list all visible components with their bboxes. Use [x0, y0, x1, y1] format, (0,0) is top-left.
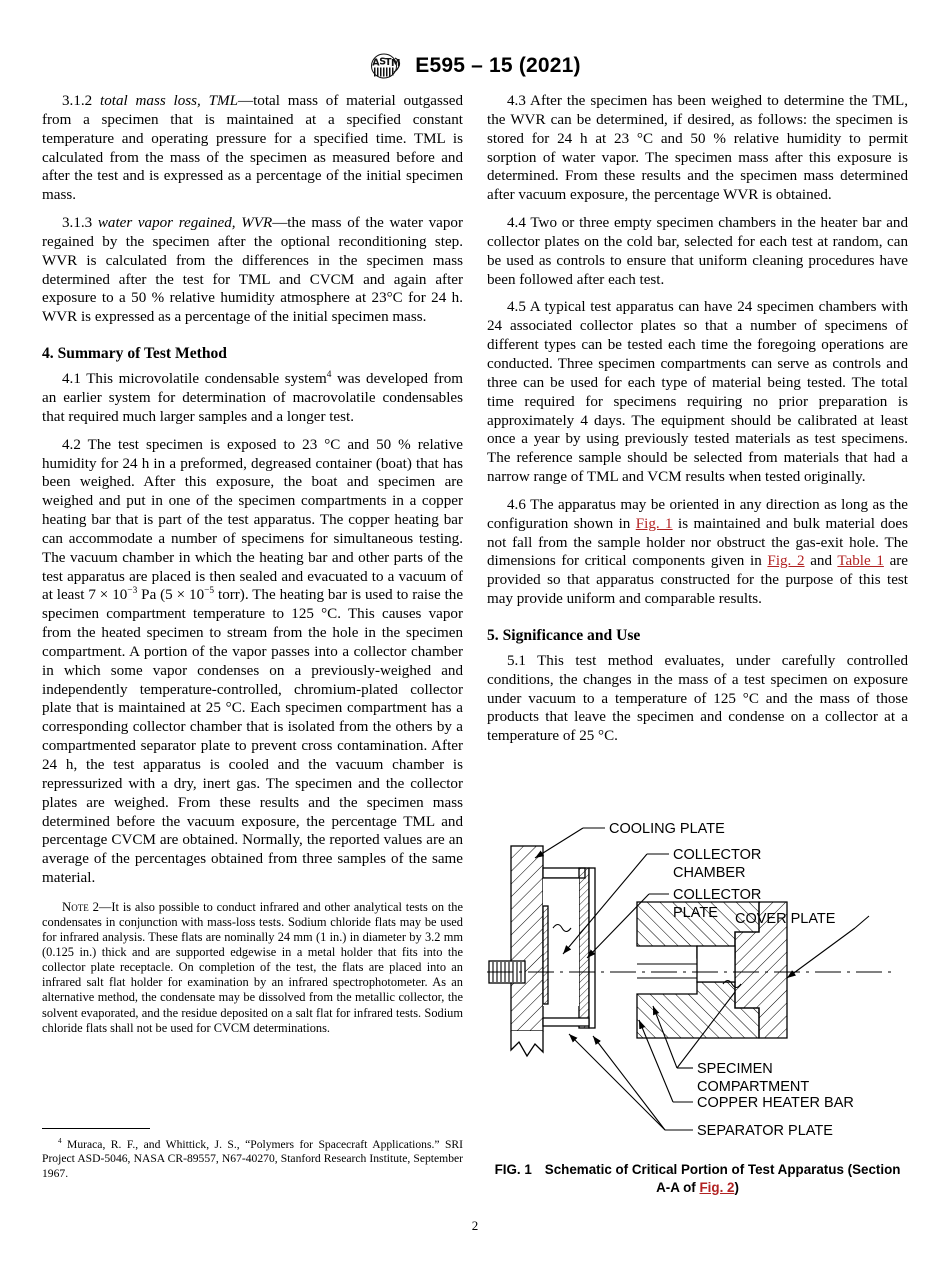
figure-label-collector-plate-line1: COLLECTOR	[673, 887, 762, 903]
figure-number: FIG. 1	[494, 1162, 532, 1177]
footnote-area	[42, 1128, 463, 1181]
page-header	[0, 48, 950, 84]
paragraph-3-1-2	[42, 92, 463, 205]
scientific-value-pa: $7 \times 10^{-3}$	[88, 586, 138, 604]
standard-designation: E595 – 15 (2021)	[415, 54, 581, 77]
paragraph-4-5	[487, 298, 908, 486]
para-body: This test method evaluates, under carefully controlled conditions, the changes in the mass of a test specimen on exposure under vacuum to a temperature of 125 °C and the mass of those products that leave the specimen and condense on a collector at a temperature of 25 °C.	[487, 652, 908, 745]
note-2-block	[42, 900, 463, 1036]
figure-caption-close: )	[734, 1179, 739, 1195]
para-number: 4.2	[62, 436, 81, 453]
paragraph-4-6	[487, 496, 908, 609]
figure-label-cooling-plate: COOLING PLATE	[609, 821, 725, 837]
svg-text:A: A	[372, 57, 380, 69]
footnote-number: 4	[58, 1137, 62, 1146]
figure-label-specimen-line2: COMPARTMENT	[697, 1079, 810, 1095]
figure-label-cover-plate: COVER PLATE	[735, 911, 836, 927]
para-body: The apparatus may be oriented in any direction as long as the configuration shown in	[487, 496, 908, 532]
note-body: —It is also possible to conduct infrared and other analytical tests on the condensates in conjunction with mass-loss tests. Sodium chloride flats may be used for infrared analysis. These flats are nominally 24 mm (1 in.) in diameter by 3.2 mm (0.125 in.) thick and are supported edgewise in a metal holder that fits into the collector plate receptacle. On completion of the test, the flats are placed into an infrared salt flat holder for examination by an infrared spectrophotometer. As an alternative method, the condensate may be dissolved from the metallic collector, the solvent evaporated, and the residue deposited on a salt flat for infrared tests. Sodium chloride flats shall not be used for CVCM determinations.	[42, 899, 463, 1035]
para-body-cont: torr). The heating bar is used to raise the specimen compartment temperature to 125 °C. This causes vapor from the heated specimen to stream from the hole in the specimen compartment. A portion of the vapor passes into a collector chamber in which some vapor condenses on a previously-weighed and independently temperature-controlled, chromium-plated collector plate that is maintained at 25 °C. Each specimen compartment has a corresponding collector chamber that is isolated from the others by a compartmented separator plate to prevent cross contamination. After 24 h, the test apparatus is cooled and the vacuum chamber is repressurized with a dry, inert gas. The specimen and the collector plates are weighed. From these results and the specimen mass determined before the vacuum exposure, the percentage TML and percentage CVCM are obtained. Normally, the reported values are an average of the percentages obtained from three samples of the same material.	[42, 587, 464, 887]
para-number: 3.1.2	[62, 93, 93, 109]
left-column	[42, 92, 463, 1036]
figure-1-block	[487, 806, 908, 1196]
right-column	[487, 92, 908, 746]
xref-fig-2[interactable]: Fig. 2	[767, 553, 805, 570]
exponent: −3	[127, 586, 138, 597]
para-body-cont: was developed from an earlier system for determination of macrovolatile condensables that required much larger samples and a longer test.	[42, 371, 463, 425]
para-number: 5.1	[507, 652, 526, 669]
figure-label-collector-chamber-line1: COLLECTOR	[673, 847, 762, 863]
figure-label-copper-heater-bar: COPPER HEATER BAR	[697, 1095, 854, 1111]
para-body: This microvolatile condensable system	[86, 371, 327, 388]
figure-1-schematic	[487, 806, 908, 1151]
paragraph-4-2	[42, 436, 463, 888]
paragraph-4-1	[42, 370, 463, 427]
paragraph-4-4	[487, 214, 908, 289]
conjunction: and	[810, 553, 832, 570]
xref-fig-2-caption[interactable]: Fig. 2	[699, 1179, 735, 1195]
paragraph-4-3	[487, 92, 908, 205]
svg-text:M: M	[391, 57, 401, 69]
footnote-marker: 4	[326, 370, 332, 381]
section-heading-5: 5. Significance and Use	[487, 626, 641, 644]
defined-term: water vapor regained, WVR	[97, 215, 273, 232]
note-label: Note 2	[62, 899, 100, 914]
para-number: 4.4	[507, 215, 526, 232]
para-number: 4.5	[507, 299, 526, 316]
para-number: 4.3	[507, 93, 526, 109]
svg-text:S: S	[379, 56, 387, 68]
section-heading-4: 4. Summary of Test Method	[42, 345, 227, 363]
figure-label-collector-plate-line2: PLATE	[673, 905, 718, 921]
para-number: 4.1	[62, 371, 81, 388]
para-number: 3.1.3	[62, 215, 93, 232]
footnote-4	[42, 1138, 463, 1181]
astm-logo-icon	[369, 52, 403, 80]
para-body: Two or three empty specimen chambers in the heater bar and collector plates on the cold bar, selected for each test at random, can be used as controls to ensure that uniform cleaning procedures have been followed after each test.	[487, 215, 908, 288]
xref-table-1[interactable]: Table 1	[837, 553, 884, 570]
para-body: The test specimen is exposed to 23 °C and 50 % relative humidity for 24 h in a preformed, degreased container (boat) that has been weighed. After this exposure, the boat and specimen are weighed and put in one of the specimen compartments in a copper heating bar that is part of the test apparatus. The copper heating bar can accommodate a number of specimens for simultaneous testing. The vacuum chamber in which the heating bar and other parts of the test apparatus are placed is then sealed and evacuated to a vacuum of at least	[42, 436, 463, 604]
figure-label-separator-plate: SEPARATOR PLATE	[697, 1123, 833, 1139]
para-number: 4.6	[507, 496, 526, 513]
para-body: —the mass of the water vapor regained by the specimen after the optional reconditioning step. WVR is calculated from the differences in the specimen mass determined after the test for TML and CVCM and again after exposure to a 50 % relative humidity atmosphere at 23°C for 24 h. WVR is expressed as a percentage of the initial specimen mass.	[42, 215, 463, 326]
paragraph-3-1-3	[42, 214, 463, 327]
figure-label-specimen-line1: SPECIMEN	[697, 1061, 773, 1077]
para-body-end: are provided so that apparatus constructed for the purpose of this test may provide uniform and comparable results.	[487, 553, 908, 608]
para-body: A typical test apparatus can have 24 specimen chambers with 24 associated collector plates so that a number of specimens of different types can be tested each time the foregoing operations are conducted. Three specimen compartments can serve as controls and three can be used for each type of material being tested. The total time required for specimens requiring no prior preparation is approximately 4 days. The equipment should be calibrated at least once a year by using previously tested materials as test specimens. The reference sample should be selected from materials that had a narrow range of TML and VCM results when tested originally.	[487, 299, 908, 486]
paragraph-5-1	[487, 652, 908, 746]
footnote-separator-rule	[42, 1128, 150, 1129]
figure-1-caption	[487, 1161, 908, 1196]
defined-term: total mass loss, TML	[100, 93, 239, 109]
svg-text:T: T	[385, 57, 392, 68]
page-number: 2	[471, 1218, 479, 1233]
para-body: After the specimen has been weighed to determine the TML, the WVR can be determined, if desired, as follows: the specimen is stored for 24 h at 23 °C and 50 % relative humidity to permit sorption of water vapor. The specimen mass after this exposure is determined. From these results and the specimen mass determined after vacuum exposure, the percentage WVR is obtained.	[487, 93, 908, 204]
footnote-text: Muraca, R. F., and Whittick, J. S., “Polymers for Spacecraft Applications.” SRI Project ASD-5046, NASA CR-89557, N67-40270, Stanford Research Institute, September 1967.	[42, 1138, 463, 1180]
scientific-value-torr: Pa ($5 \times 10^{-5}$	[141, 586, 215, 604]
para-body: —total mass of material outgassed from a specimen that is maintained at a specified constant temperature and operating pressure for a specified time. TML is calculated from the mass of the specimen as measured before and after the test and is expressed as a percentage of the initial specimen mass.	[42, 93, 463, 204]
exponent: −5	[204, 586, 215, 597]
para-body-cont: is maintained and bulk material does not fall from the sample holder nor obstruct the gas-exit hole. The dimensions for critical components given in	[487, 515, 908, 570]
xref-fig-1[interactable]: Fig. 1	[635, 515, 673, 532]
figure-label-collector-chamber-line2: CHAMBER	[673, 865, 746, 881]
figure-caption-text: Schematic of Critical Portion of Test Apparatus (Section A-A of	[544, 1162, 901, 1195]
